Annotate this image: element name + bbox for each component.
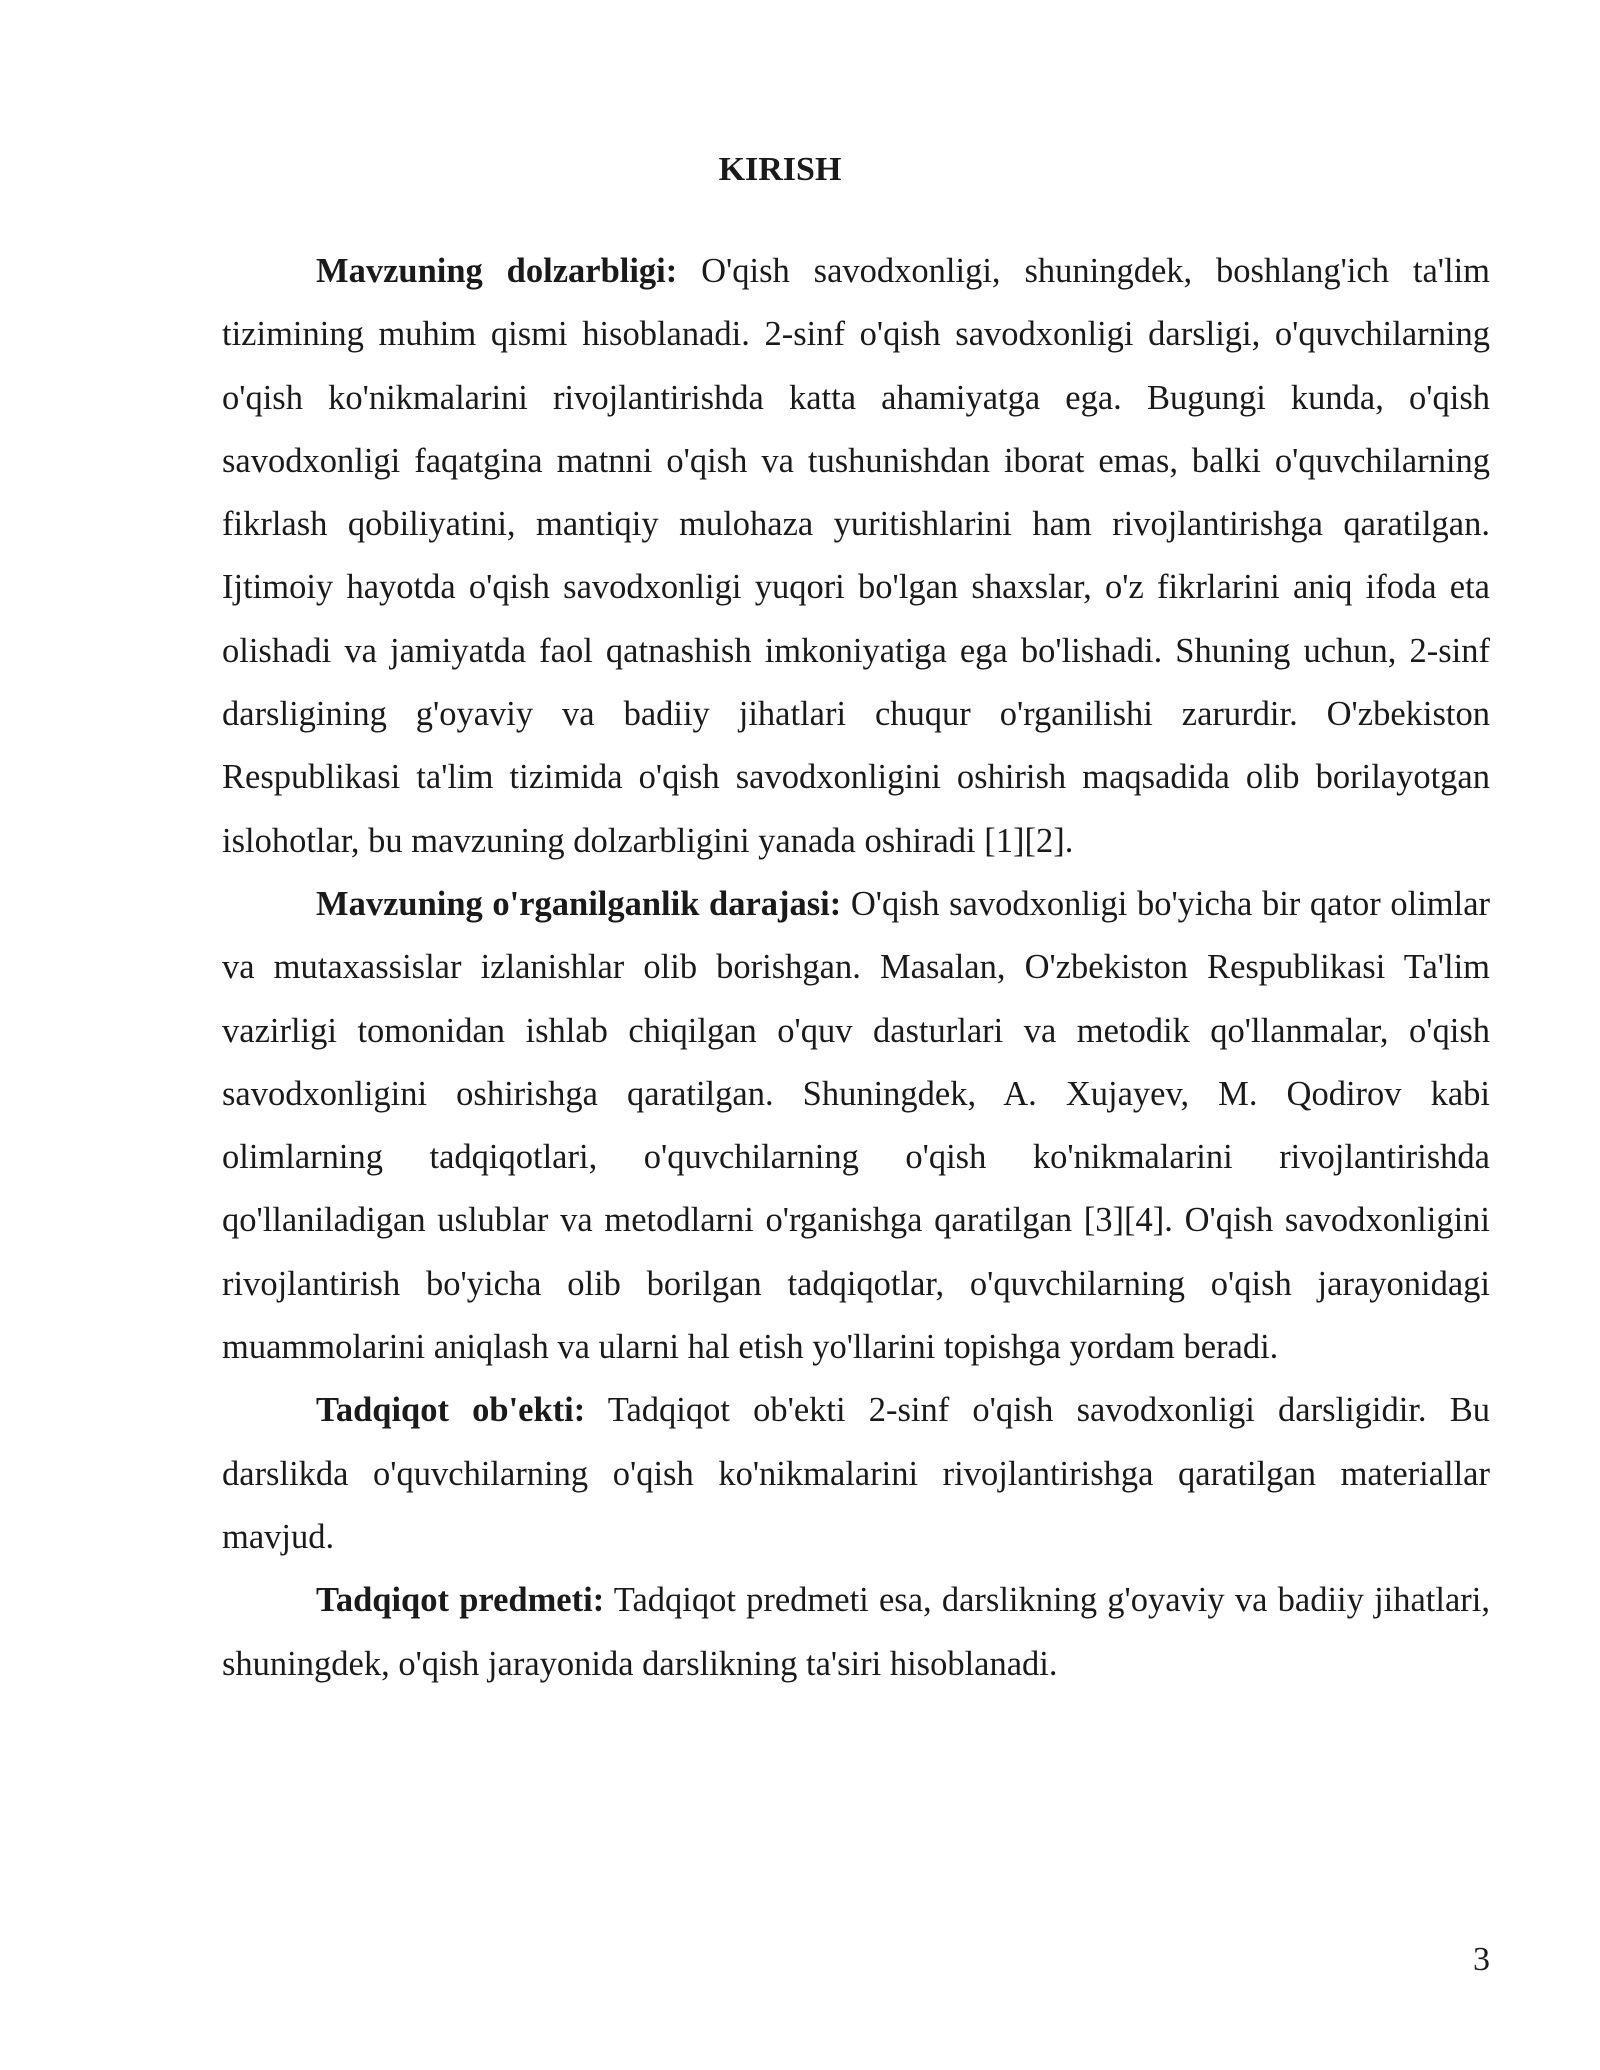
paragraph-relevance	[222, 240, 1490, 873]
paragraph-study-degree	[222, 873, 1490, 1379]
paragraph-heading: Tadqiqot ob'ekti:	[316, 1391, 586, 1430]
paragraph-research-subject	[222, 1569, 1490, 1696]
paragraph-text: O'qish savodxonligi bo'yicha bir qator olimlar va mutaxassislar izlanishlar olib borishgan. Masalan, O'zbekiston Respublikasi Ta'lim vazirligi tomonidan ishlab chiqilgan o'quv dasturlari va metodik qo'llanmalar, o'qish savodxonligini oshirishga qaratilgan. Shuningdek, A. Xujayev, M. Qodirov kabi olimlarning tadqiqotlari, o'quvchilarning o'qish ko'nikmalarini rivojlantirishda qo'llaniladigan uslublar va metodlarni o'rganishga qaratilgan [3][4]. O'qish savodxonligini rivojlantirish bo'yicha olib borilgan tadqiqotlar, o'quvchilarning o'qish jarayonidagi muammolarini aniqlash va ularni hal etish yo'llarini topishga yordam beradi.	[222, 884, 1491, 1367]
paragraph-heading: Tadqiqot predmeti:	[316, 1581, 605, 1620]
page-title: KIRISH	[718, 151, 842, 188]
paragraph-research-object	[222, 1379, 1490, 1569]
paragraph-heading: Mavzuning o'rganilganlik darajasi:	[316, 884, 842, 923]
body-text	[222, 240, 1490, 1696]
paragraph-text: O'qish savodxonligi, shuningdek, boshlang'ich ta'lim tizimining muhim qismi hisoblanadi. 2-sinf o'qish savodxonligi darsligi, o'quvchilarning o'qish ko'nikmalarini rivojlantirishda katta ahamiyatga ega. Bugungi kunda, o'qish savodxonligi faqatgina matnni o'qish va tushunishdan iborat emas, balki o'quvchilarning fikrlash qobiliyatini, mantiqiy mulohaza yuritishlarini ham rivojlantirishga qaratilgan. Ijtimoiy hayotda o'qish savodxonligi yuqori bo'lgan shaxslar, o'z fikrlarini aniq ifoda eta olishadi va jamiyatda faol qatnashish imkoniyatiga ega bo'lishadi. Shuning uchun, 2-sinf darsligining g'oyaviy va badiiy jihatlari chuqur o'rganilishi zarurdir. O'zbekiston Respublikasi ta'lim tizimida o'qish savodxonligini oshirish maqsadida olib borilayotgan islohotlar, bu mavzuning dolzarbligini yanada oshiradi [1][2].	[222, 252, 1490, 860]
paragraph-text: Tadqiqot ob'ekti 2-sinf o'qish savodxonligi darsligidir. Bu darslikda o'quvchilarning o'qish ko'nikmalarini rivojlantirishga qaratilgan materiallar mavjud.	[222, 1391, 1490, 1556]
page-number: 3	[1473, 1941, 1490, 1978]
paragraph-heading: Mavzuning dolzarbligi:	[316, 252, 678, 290]
paragraph-text: Tadqiqot predmeti esa, darslikning g'oyaviy va badiiy jihatlari, shuningdek, o'qish jarayonida darslikning ta'siri hisoblanadi.	[222, 1581, 1490, 1683]
